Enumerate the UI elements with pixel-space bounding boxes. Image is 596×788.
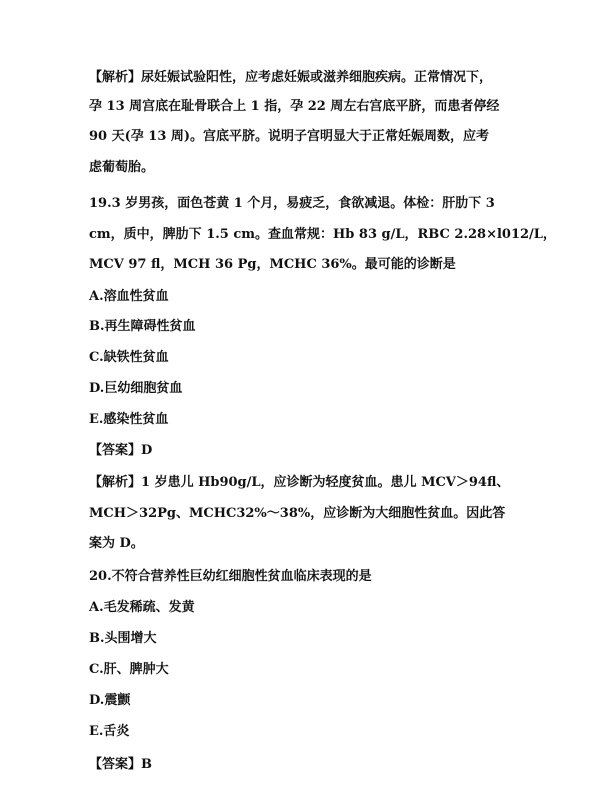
q20-stem: 20.不符合营养性巨幼红细胞性贫血临床表现的是 (89, 569, 372, 584)
q19-option-c: C.缺铁性贫血 (89, 350, 169, 365)
q20-option-a: A.毛发稀疏、发黄 (89, 600, 195, 615)
analysis-line-4: 虑葡萄胎。 (89, 160, 155, 175)
q19-stem-line-1: 19.3 岁男孩，面色苍黄 1 个月，易疲乏，食欲减退。体检：肝肋下 3 (89, 196, 495, 211)
q20-answer: 【答案】B (89, 757, 152, 772)
analysis-line-2: 孕 13 周宫底在耻骨联合上 1 指，孕 22 周左右宫底平脐，而患者停经 (89, 99, 500, 114)
q19-option-d: D.巨幼细胞贫血 (89, 381, 183, 396)
q20-option-c: C.肝、脾肿大 (89, 662, 169, 677)
q19-stem-line-2: cm，质中，脾肋下 1.5 cm。查血常规：Hb 83 g/L，RBC 2.28×l012/L， (89, 227, 556, 242)
q20-option-e: E.舌炎 (89, 724, 130, 739)
q19-analysis-line-3: 案为 D。 (89, 536, 144, 551)
q19-option-a: A.溶血性贫血 (89, 289, 169, 304)
q19-option-e: E.感染性贫血 (89, 412, 169, 427)
q19-analysis-line-2: MCH＞32Pg、MCHC32%～38%，应诊断为大细胞性贫血。因此答 (89, 506, 506, 521)
q19-analysis-line-1: 【解析】1 岁患儿 Hb90g/L，应诊断为轻度贫血。患儿 MCV＞94fl、 (89, 475, 510, 490)
q19-stem-line-3: MCV 97 fl，MCH 36 Pg，MCHC 36%。最可能的诊断是 (89, 257, 456, 272)
q20-option-d: D.震颤 (89, 693, 131, 708)
q20-option-b: B.头围增大 (89, 631, 157, 646)
q19-answer: 【答案】D (89, 443, 153, 458)
analysis-line-3: 90 天(孕 13 周)。宫底平脐。说明子宫明显大于正常妊娠周数，应考 (89, 129, 490, 144)
analysis-line-1: 【解析】尿妊娠试验阳性，应考虑妊娠或滋养细胞疾病。正常情况下， (89, 70, 493, 85)
q19-option-b: B.再生障碍性贫血 (89, 319, 196, 334)
